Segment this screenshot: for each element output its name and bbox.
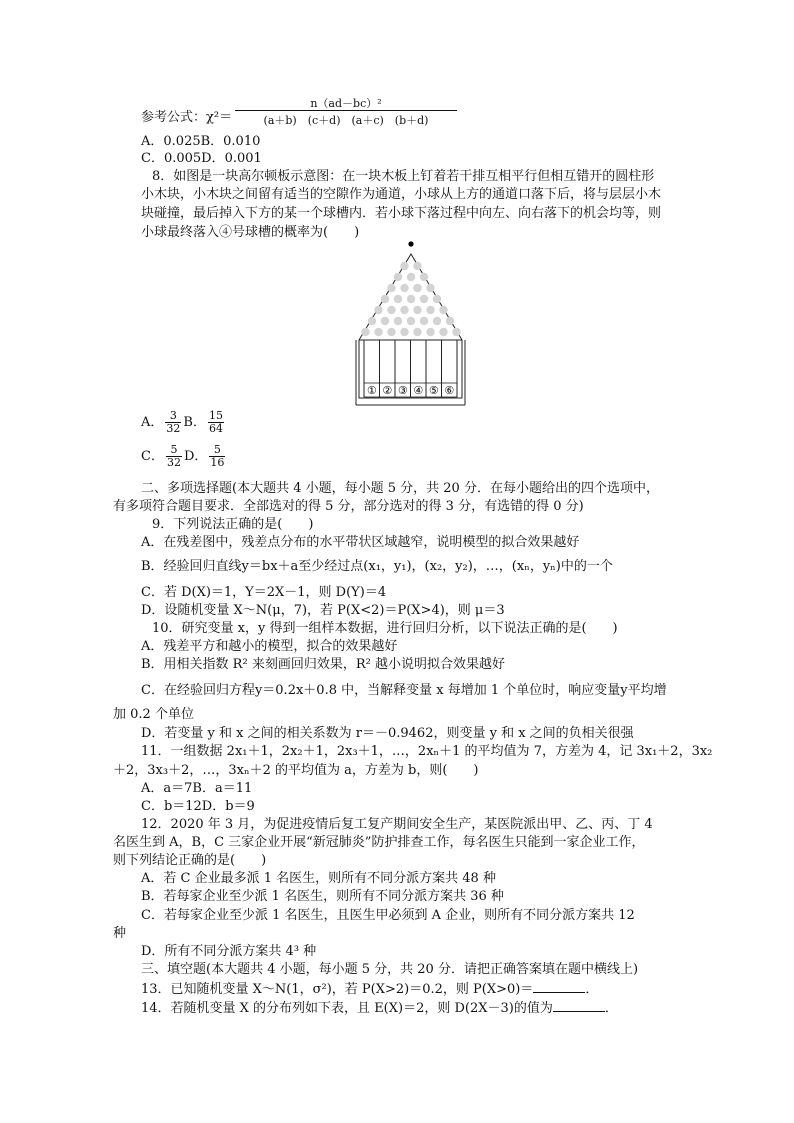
q10-option-a: A．残差平方和越小的模型，拟合的效果越好 [141,639,398,654]
q9-option-d: D．设随机变量 X～N(μ，7)，若 P(X<2)＝P(X>4)，则 μ＝3 [141,603,505,618]
q9-option-b: B．经验回归直线y＝bx＋a至少经过点(x₁，y₁)，(x₂，y₂)，…，(xₙ，yₙ)中的一个 [141,559,613,574]
peg [433,295,441,303]
q8-option-c-fraction: $\frac{5}{32}$ [166,443,181,469]
q12-line1: 12．2020 年 3 月，为促进疫情后复工复产期间安全生产，某医院派出甲、乙、丙、丁 4 [141,817,653,832]
peg [374,306,382,314]
peg [374,328,382,336]
q10-stem: 10．研究变量 x，y 得到一组样本数据，进行回归分析，以下说法正确的是( ) [152,621,618,636]
q10-option-c-line1: C．在经验回归方程y＝0.2x＋0.8 中，当解释变量 x 每增加 1 个单位时，响应变量y平均增 [141,683,667,698]
q11-line1: 11．一组数据 2x₁＋1，2x₂＋1，2x₃＋1，…，2xₙ＋1 的平均值为 7，方差为 4，记 3x₁＋2，3x₂ [141,744,713,759]
peg [413,284,421,292]
galton-board-figure [355,238,467,410]
peg [426,306,434,314]
peg [400,262,408,270]
peg [439,306,447,314]
peg [387,306,395,314]
slot-label: ④ [413,384,424,397]
peg [407,295,415,303]
q8-options-ab: A． $\frac{3}{32}$ B． $\frac{15}{64}$ [141,409,223,435]
peg [381,295,389,303]
peg [361,328,369,336]
peg [413,306,421,314]
peg [420,273,428,281]
q12-option-d: D．所有不同分派方案共 4³ 种 [141,944,317,959]
q14-answer-blank[interactable] [553,999,605,1012]
slot-label: ⑥ [444,384,455,397]
q12-option-b: B．若每家企业至少派 1 名医生，则所有不同分派方案共 36 种 [141,889,504,904]
q12-option-a: A．若 C 企业最多派 1 名医生，则所有不同分派方案共 48 种 [141,871,496,886]
q10-option-b: B．用相关指数 R² 来刻画回归效果，R² 越小说明拟合效果越好 [141,657,505,672]
peg [426,284,434,292]
q8-options-cd: C． $\frac{5}{32}$ D． $\frac{5}{16}$ [141,443,225,469]
q12-option-c-line1: C．若每家企业至少派 1 名医生，且医生甲必须到 A 企业，则所有不同分派方案共 12 [141,908,635,923]
section2-heading-line1: 二、多项选择题(本大题共 4 小题，每小题 5 分，共 20 分．在每小题给出的四个选项中， [141,481,659,496]
peg [433,317,441,325]
slot-label: ② [382,384,393,397]
formula-label: 参考公式：χ²＝ [141,110,233,125]
formula-numerator: n（ad－bc）² [235,97,457,111]
slot-label: ⑤ [428,384,439,397]
peg [420,295,428,303]
q12-line2: 名医生到 A，B，C 三家企业开展“新冠肺炎”防护排查工作，每名医生只能到一家企业工作， [113,835,645,850]
q10-option-c-line2: 加 0.2 个单位 [113,707,194,722]
peg [368,317,376,325]
q12-line3: 则下列结论正确的是( ) [113,853,267,868]
peg [407,273,415,281]
peg [446,317,454,325]
ball-dot [408,241,413,246]
q8-line1: 8．如图是一块高尔顿板示意图：在一块木板上钉着若干排互相平行但相互错开的圆柱形 [152,169,655,184]
q9-option-c: C．若 D(X)＝1，Y＝2X－1，则 D(Y)＝4 [141,585,387,600]
q14: 14．若随机变量 X 的分布列如下表，且 E(X)＝2，则 D(2X－3)的值为 ． [141,1001,618,1016]
peg [420,317,428,325]
peg [439,328,447,336]
q7-options-ab: A．0.025B．0.010 [141,134,261,149]
peg [387,284,395,292]
peg [381,317,389,325]
q13-answer-blank[interactable] [533,980,585,993]
q8-option-d-fraction: $\frac{5}{16}$ [210,443,225,469]
section3-heading: 三、填空题(本大题共 4 小题，每小题 5 分，共 20 分．请把正确答案填在题中横线上) [141,962,639,977]
q8-line4: 小球最终落入④号球槽的概率为( ) [141,225,360,240]
q8-option-a-fraction: $\frac{3}{32}$ [166,409,181,435]
q11-options-ab: A．a＝7B．a＝11 [141,781,253,796]
q8-option-b-fraction: $\frac{15}{64}$ [208,409,223,435]
peg [452,328,460,336]
section2-heading-line2: 有多项符合题目要求．全部选对的得 5 分，部分选对的得 3 分，有选错的得 0 分) [113,499,584,514]
peg [413,328,421,336]
slot-label: ① [366,384,377,397]
q8-line2: 小木块，小木块之间留有适当的空隙作为通道，小球从上方的通道口落下后，将与层层小木 [141,187,662,202]
peg [400,306,408,314]
peg [413,262,421,270]
peg [394,295,402,303]
q13: 13．已知随机变量 X～N(1，σ²)，若 P(X>2)＝0.2，则 P(X>0)＝ ． [141,982,599,997]
q9-stem: 9．下列说法正确的是( ) [152,517,314,532]
q8-line3: 块碰撞，最后掉入下方的某一个球槽内．若小球下落过程中向左、向右落下的机会均等，则 [141,206,662,221]
peg [400,284,408,292]
peg [394,273,402,281]
slot-label: ③ [397,384,408,397]
peg [387,328,395,336]
peg [400,328,408,336]
q7-options-cd: C．0.005D．0.001 [141,151,262,166]
peg [426,328,434,336]
q10-option-d: D．若变量 y 和 x 之间的相关系数为 r＝－0.9462，则变量 y 和 x 之间的负相关很强 [141,726,634,741]
peg [407,317,415,325]
peg [394,317,402,325]
q12-option-c-line2: 种 [113,926,127,941]
q11-line2: ＋2，3x₃＋2，…，3xₙ＋2 的平均值为 a，方差为 b，则( ) [113,763,479,778]
q9-option-a: A．在残差图中，残差点分布的水平带状区域越窄，说明模型的拟合效果越好 [141,535,580,550]
formula-denominator: (a＋b) (c＋d) (a＋c) (b＋d) [263,114,429,127]
q11-options-cd: C．b＝12D．b＝9 [141,799,255,814]
